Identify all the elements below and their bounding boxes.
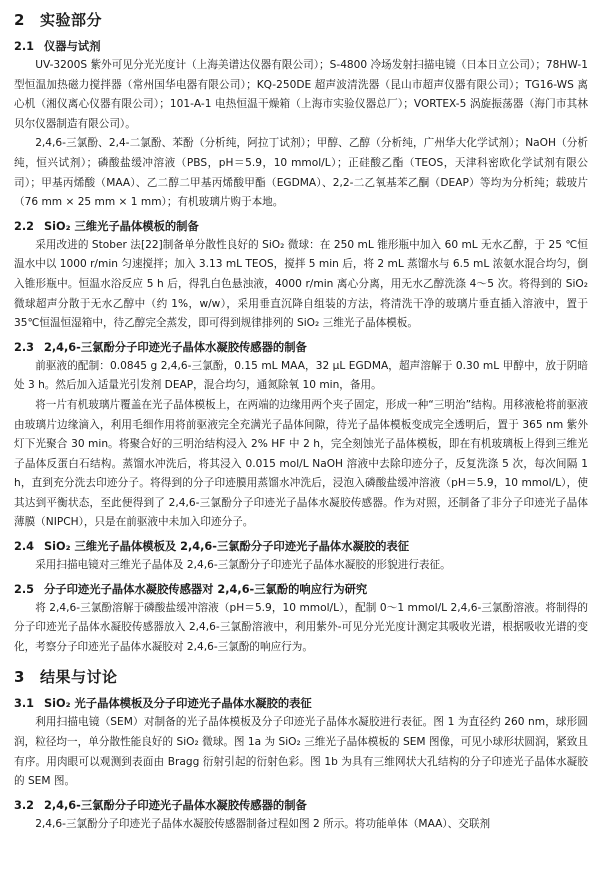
paragraph-sensor-process: 2,4,6-三氯酚分子印迹光子晶体水凝胶传感器制备过程如图 2 所示。将功能单体（MAA）、交联剂: [35, 817, 491, 830]
paragraph-template-preparation: 采用改进的 Stober 法[22]制备单分散性良好的 SiO₂ 微球：在 250 mL 锥形瓶中加入 60 mL 无水乙醇，于 25 ℃恒温水中以 1000 r/min 匀速搅拌；加入 3.13 mL TEOS，搅拌 5 min 后，将 2 mL 蒸馏水与 6.5 mL 浓氨水混合均匀，倒入锥形瓶中。恒温水浴反应 5 h 后，得乳白色悬浊液，4000 r/min 离心分离，用无水乙醇洗涤 4～5 次。将得到的 SiO₂ 微球超声分散于无水乙醇中（约 1%，w/w），采用垂直沉降自组装的方法，将清洗干净的玻璃片垂直插入溶液中，置于 35℃恒温恒湿箱中，待乙醇完全蒸发，即可得到规律排列的 SiO₂ 三维光子晶体模板。: [14, 238, 588, 330]
paragraph-sensor-preparation: 将一片有机玻璃片覆盖在光子晶体模板上，在两端的边缘用两个夹子固定，形成一种“三明治”结构。用移液枪将前驱液由玻璃片边缘滴入，利用毛细作用将前驱液完全充满光子晶体间隙，待光子晶体模板变成完全透明后，置于 365 nm 紫外灯下光聚合 30 min。将聚合好的三明治结构浸入 2% HF 中 2 h，完全刻蚀光子晶体模板，即在有机玻璃板上得到三维光子晶体反蛋白石结构。蒸馏水冲洗后，将其浸入 0.015 mol/L NaOH 溶液中去除印迹分子，反复洗涤 5 次，每次间隔 1 h，直到充分洗去印迹分子。将得到的分子印迹膜用蒸馏水冲洗后，浸泡入磷酸盐缓冲溶液（pH＝5.9，10 mmol/L），使其达到平衡状态，至此便得到了 2,4,6-三氯酚分子印迹光子晶体水凝胶传感器。作为对照，还制备了非分子印迹光子晶体薄膜（NIPCH），只是在前驱液中未加入印迹分子。: [14, 398, 588, 529]
subsection-heading-2-3: 2.3 2,4,6-三氯酚分子印迹光子晶体水凝胶传感器的制备: [14, 340, 307, 354]
subsection-heading-2-1: 2.1 仪器与试剂: [14, 40, 101, 53]
paragraph-sem: 利用扫描电镜（SEM）对制备的光子晶体模板及分子印迹光子晶体水凝胶进行表征。图 1 为直径约 260 nm，球形圆润，粒径均一，单分散性能良好的 SiO₂ 微球。图 1a 为 SiO₂ 三维光子晶体模板的 SEM 图像，可见小球形状圆润，紧致且有序。用肉眼可以观测到表面由 Bragg 衍射引起的衍射色彩。图 1b 为具有三维网状大孔结构的分子印迹光子晶体水凝胶的 SEM 图。: [14, 716, 588, 788]
section-heading-results: 3 结果与讨论: [14, 668, 118, 687]
subsection-heading-2-4: 2.4 SiO₂ 三维光子晶体模板及 2,4,6-三氯酚分子印迹光子晶体水凝胶的表征: [14, 540, 409, 554]
paragraph-instruments: UV-3200S 紫外可见分光光度计（上海美谱达仪器有限公司）；S-4800 冷场发射扫描电镜（日本日立公司）；78HW-1 型恒温加热磁力搅拌器（常州国华电器有限公司）；KQ-250DE 超声波清洗器（昆山市超声仪器有限公司）；TG16-WS 离心机（湘仪离心仪器有限公司）；101-A-1 电热恒温干燥箱（上海市实验仪器总厂）；VORTEX-5 涡旋振荡器（海门市其林贝尔仪器制造有限公司）。: [14, 59, 588, 130]
subsection-heading-2-5: 2.5 分子印迹光子晶体水凝胶传感器对 2,4,6-三氯酚的响应行为研究: [14, 582, 368, 596]
paragraph-characterization: 采用扫描电镜对三维光子晶体及 2,4,6-三氯酚分子印迹光子晶体水凝胶的形貌进行表征。: [35, 559, 451, 572]
subsection-heading-3-1: 3.1 SiO₂ 光子晶体模板及分子印迹光子晶体水凝胶的表征: [14, 697, 312, 711]
paragraph-response: 将 2,4,6-三氯酚溶解于磷酸盐缓冲溶液（pH＝5.9，10 mmol/L），配制 0～1 mmol/L 2,4,6-三氯酚溶液。将制得的分子印迹光子晶体水凝胶传感器放入 2,4,6-三氯酚溶液中，利用紫外-可见分光光度计测定其吸收光谱，根据吸收光谱的变化，考察分子印迹光子晶体水凝胶对 2,4,6-三氯酚的响应行为。: [14, 601, 588, 653]
subsection-heading-2-2: 2.2 SiO₂ 三维光子晶体模板的制备: [14, 219, 199, 233]
subsection-heading-3-2: 3.2 2,4,6-三氯酚分子印迹光子晶体水凝胶传感器的制备: [14, 798, 307, 812]
section-heading-experimental: 2 实验部分: [14, 11, 103, 29]
paragraph-reagents: 2,4,6-三氯酚、2,4-二氯酚、苯酚（分析纯，阿拉丁试剂）；甲醇、乙醇（分析纯，广州华大化学试剂）；NaOH（分析纯，恒兴试剂）；磷酸盐缓冲溶液（PBS，pH＝5.9，10 mmol/L）；正硅酸乙酯（TEOS，天津科密欧化学试剂有限公司）；甲基丙烯酸（MAA）、乙二醇二甲基丙烯酸甲酯（EGDMA）、2,2-二乙氧基苯乙酮（DEAP）等均为分析纯；载玻片（76 mm × 25 mm × 1 mm）；有机玻璃片购于本地。: [14, 137, 588, 209]
paragraph-precursor: 前驱液的配制：0.0845 g 2,4,6-三氯酚，0.15 mL MAA，32 μL EGDMA，超声溶解于 0.30 mL 甲醇中，放于阴暗处 3 h。然后加入适量光引发剂 DEAP，混合均匀，通氮除氧 10 min，备用。: [14, 359, 588, 392]
